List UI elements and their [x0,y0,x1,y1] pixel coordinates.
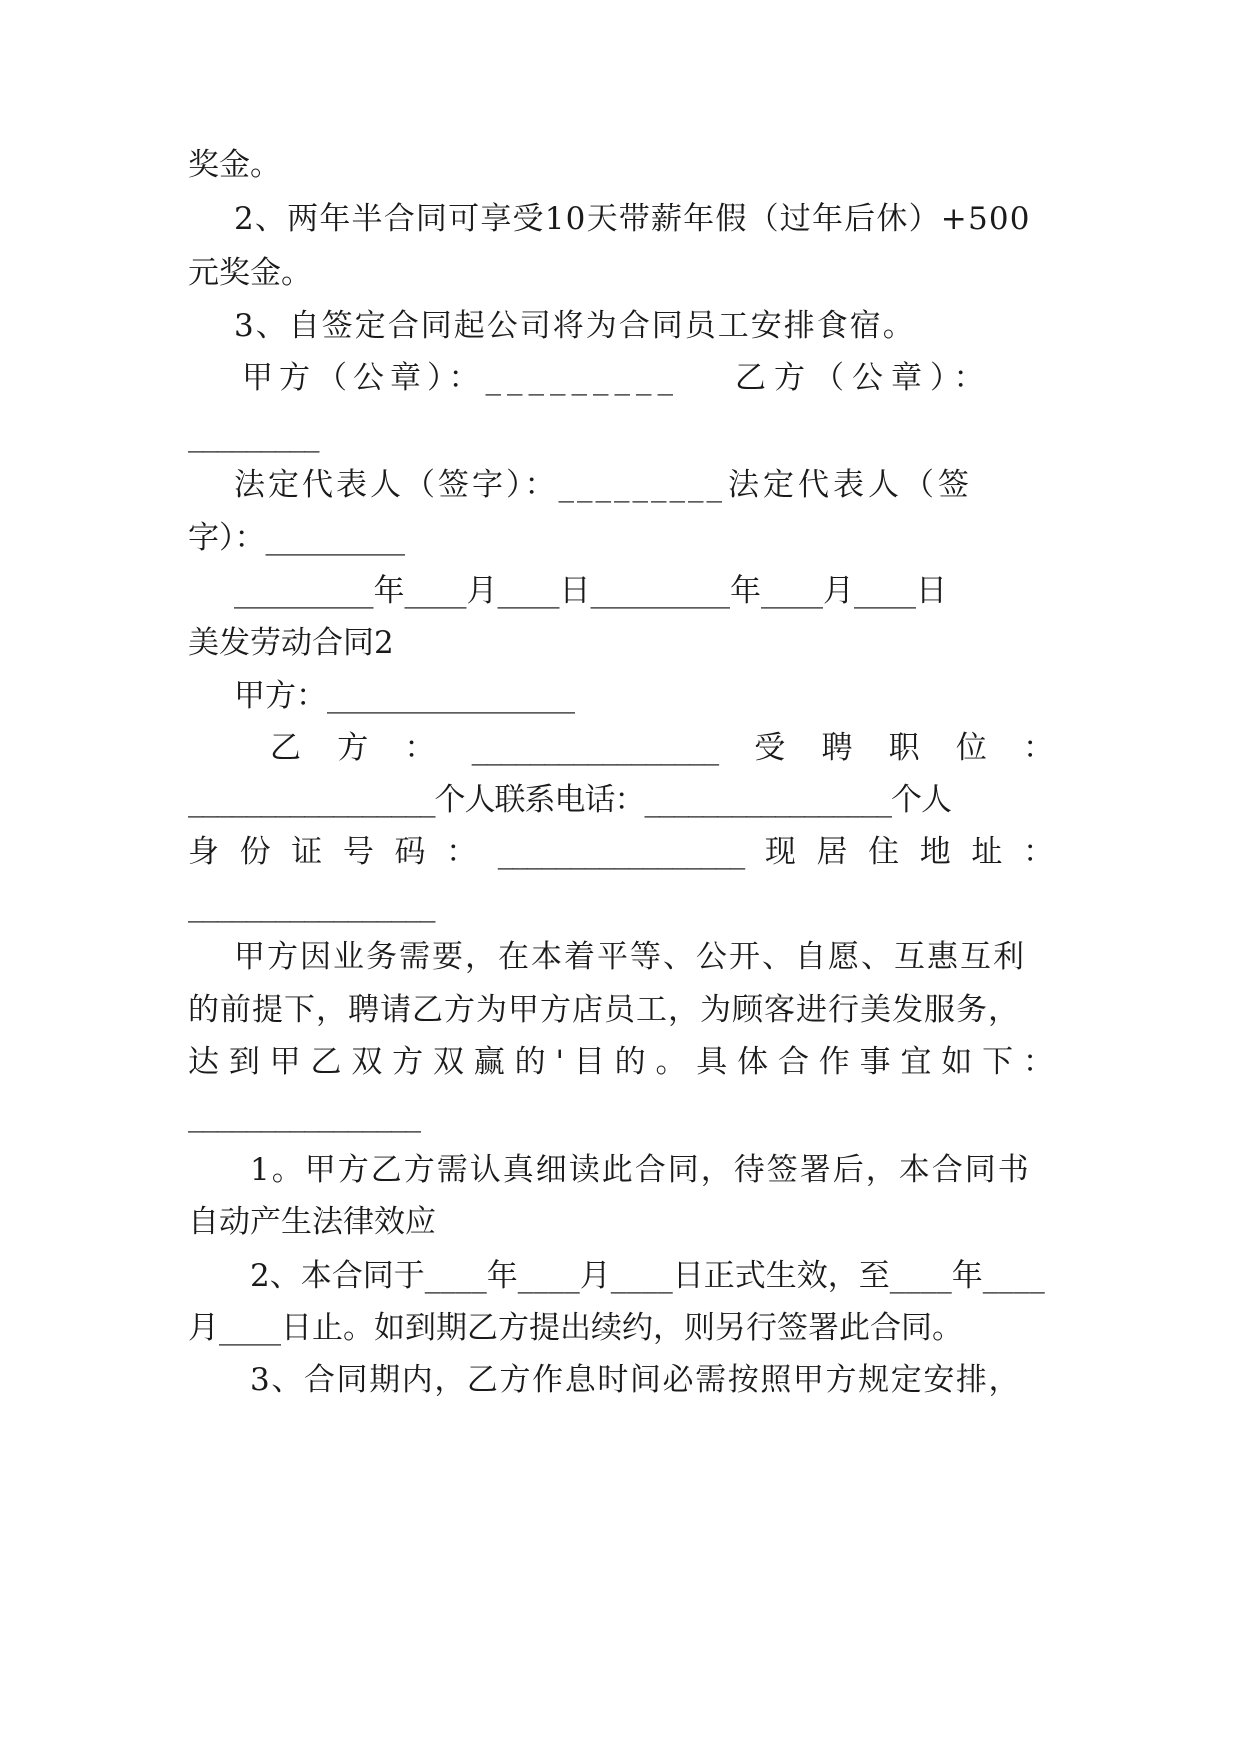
text-line: 3、自签定合同起公司将为合同员工安排食宿。 [234,308,916,344]
text-line: 月____日止。如到期乙方提出续约，则另行签署此合同。 [188,1310,963,1346]
id-address-field-line: 身 份 证 号 码 ： _________________ 现 居 住 地 址 ： [188,834,1054,870]
clause-2: 2、本合同于____年____月____日正式生效，至____年____ [250,1258,1045,1294]
legal-rep-party-b: 法定代表人（签 [728,467,973,503]
text-line: 字）：_________ [188,520,405,556]
clause-1: 1。甲方乙方需认真细读此合同，待签署后，本合同书 [250,1152,1031,1188]
text-line: 甲方因业务需要，在本着平等、公开、自愿、互惠互利 [234,939,1026,975]
text-line: 自动产生法律效应 [188,1204,436,1240]
section-title: 美发劳动合同2 [188,625,394,661]
address-blank: _________________ [188,887,435,923]
text-line: 元奖金。 [188,255,312,291]
party-a-field: 甲方：________________ [234,678,575,714]
signature-party-b-seal: 乙方（公章）： [735,360,993,396]
party-b-field-line: 乙 方 ： _________________ 受 聘 职 位 ： [270,730,1054,766]
date-line: _________年____月____日_________年____月____日 [234,573,947,609]
text-line: 奖金。 [188,147,281,183]
signature-blank: _________ [188,417,319,453]
blank-line: ________________ [188,1097,420,1133]
text-line: 的前提下，聘请乙方为甲方店员工，为顾客进行美发服务， [188,992,1020,1028]
text-line: 2、两年半合同可享受10天带薪年假（过年后休）+500 [234,201,1031,237]
contact-field-line: _________________个人联系电话：_________________个人 [188,782,951,818]
signature-party-a-seal: 甲方（公章）：_________ [242,360,679,396]
legal-rep-party-a: 法定代表人（签字）：_________ [234,467,725,503]
clause-3: 3、合同期内，乙方作息时间必需按照甲方规定安排， [250,1362,1022,1398]
text-line: 达 到 甲 乙 双 方 双 赢 的 ' 目 的 。 具 体 合 作 事 宜 如 下 ： [188,1044,1054,1080]
